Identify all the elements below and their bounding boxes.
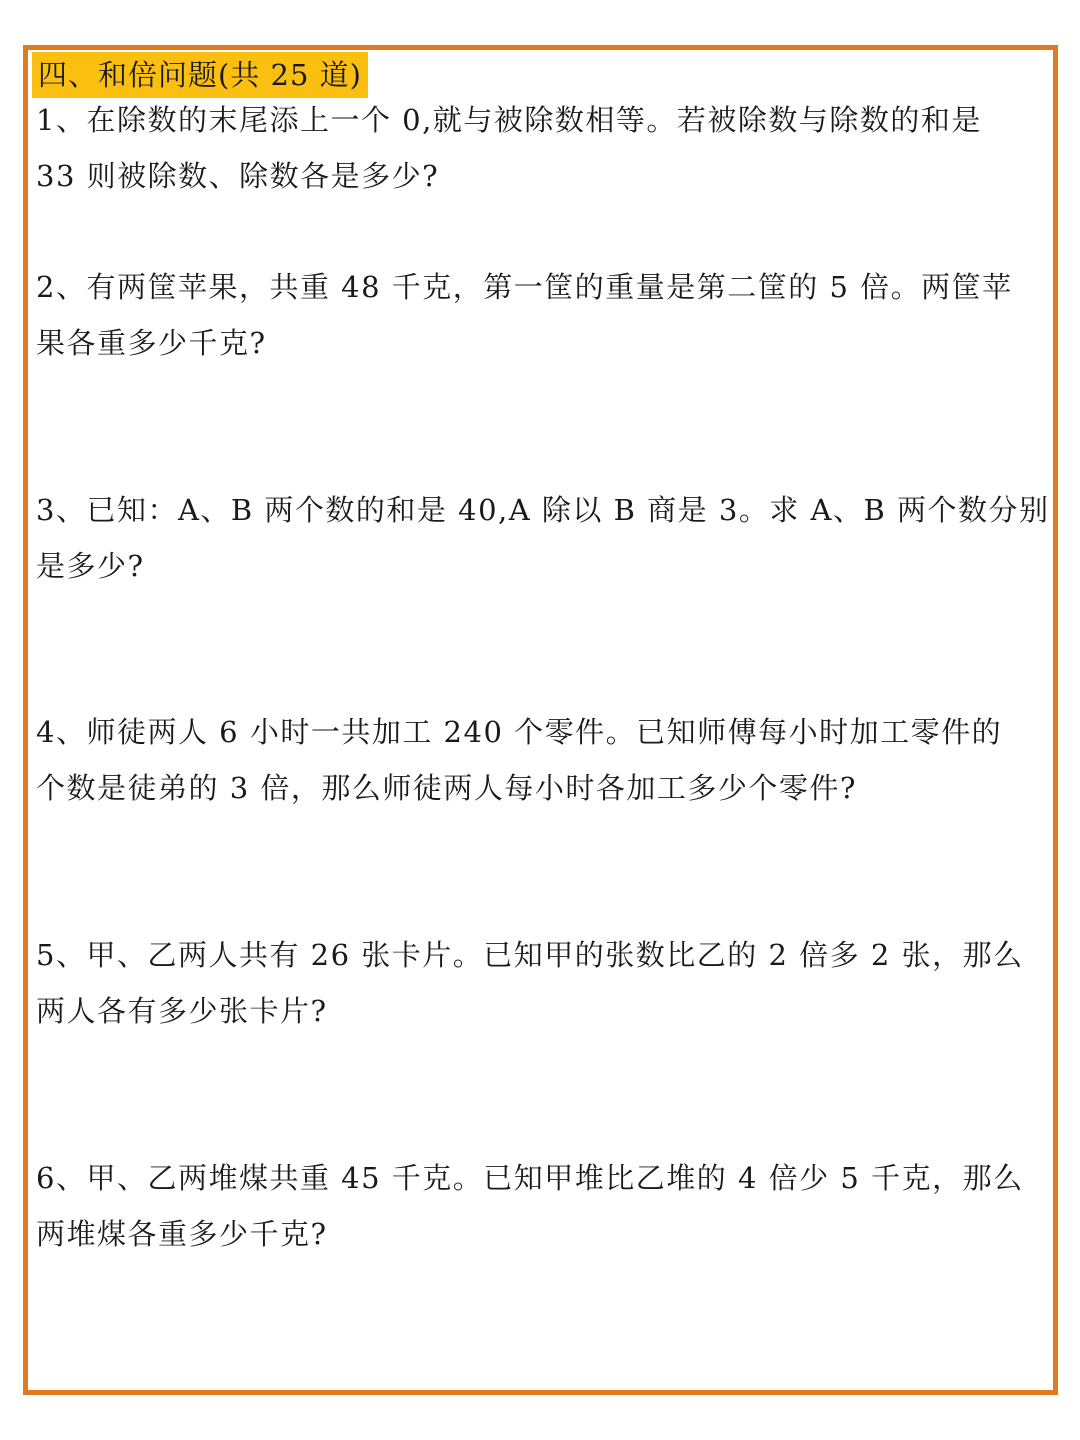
question-5-line-1: 5、甲、乙两人共有 26 张卡片。已知甲的张数比乙的 2 倍多 2 张，那么 — [36, 938, 1024, 972]
question-5-line-2: 两人各有多少张卡片? — [36, 994, 328, 1028]
question-2 — [36, 259, 1046, 371]
question-2-line-2: 果各重多少千克? — [36, 326, 267, 360]
question-4-line-1: 4、师徒两人 6 小时一共加工 240 个零件。已知师傅每小时加工零件的 — [36, 715, 1003, 749]
question-5 — [36, 927, 1046, 1039]
question-6-line-2: 两堆煤各重多少千克? — [36, 1217, 328, 1251]
question-1 — [36, 92, 1046, 204]
question-4 — [36, 704, 1046, 816]
question-3-line-2: 是多少? — [36, 549, 145, 583]
question-1-line-1: 1、在除数的末尾添上一个 0,就与被除数相等。若被除数与除数的和是 — [36, 103, 982, 137]
question-6 — [36, 1150, 1046, 1262]
question-3 — [36, 482, 1050, 594]
section-title: 四、和倍问题(共 25 道) — [32, 52, 368, 98]
question-1-line-2: 33 则被除数、除数各是多少? — [36, 159, 440, 193]
question-2-line-1: 2、有两筐苹果，共重 48 千克，第一筐的重量是第二筐的 5 倍。两筐苹 — [36, 270, 1013, 304]
question-4-line-2: 个数是徒弟的 3 倍，那么师徒两人每小时各加工多少个零件? — [36, 771, 857, 805]
question-3-line-1: 3、已知：A、B 两个数的和是 40,A 除以 B 商是 3。求 A、B 两个数分别 — [36, 493, 1050, 527]
question-6-line-1: 6、甲、乙两堆煤共重 45 千克。已知甲堆比乙堆的 4 倍少 5 千克，那么 — [36, 1161, 1024, 1195]
